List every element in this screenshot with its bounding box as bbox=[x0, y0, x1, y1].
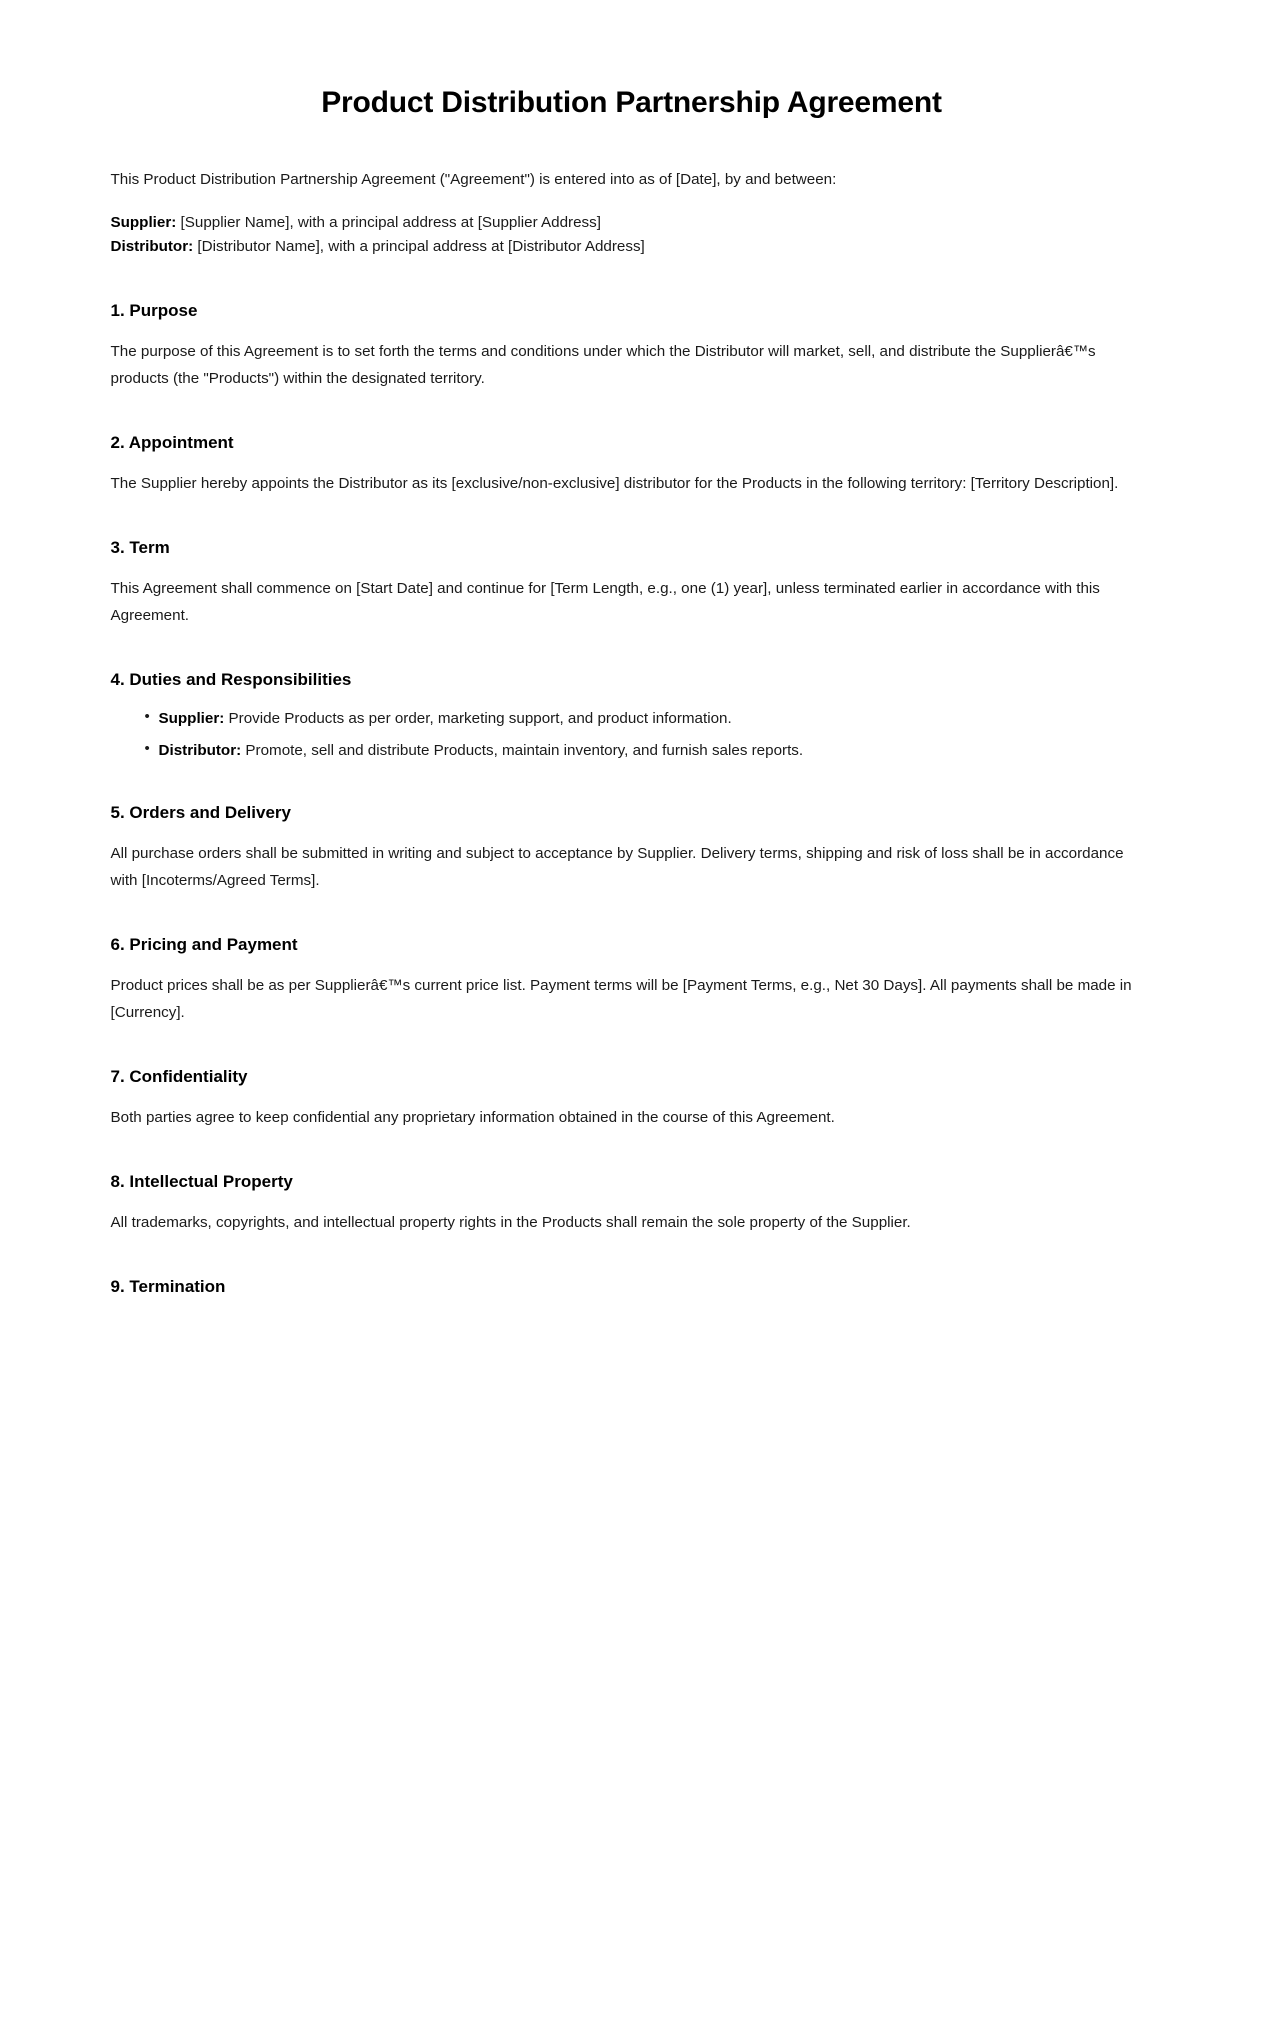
section-body-pricing: Product prices shall be as per Supplierâ€™s current price list. Payment terms will be [Payment Terms, e.g., Net 30 Days]. All payments shall be made in [Currency]. bbox=[110, 976, 1132, 1021]
section-heading-pricing: 6. Pricing and Payment bbox=[110, 934, 298, 954]
page-trailing-whitespace bbox=[111, 1314, 1153, 1954]
list-item bbox=[145, 739, 1153, 762]
duties-item-label: Distributor: bbox=[158, 741, 242, 759]
section-heading-duties: 4. Duties and Responsibilities bbox=[110, 670, 352, 690]
parties-block bbox=[111, 211, 1153, 260]
intro-paragraph: This Product Distribution Partnership Agreement ("Agreement") is entered into as of [Date], by and between: bbox=[110, 170, 837, 188]
document-content bbox=[111, 0, 1153, 1954]
duties-item-text: Provide Products as per order, marketing support, and product information. bbox=[224, 710, 732, 728]
section-heading-purpose: 1. Purpose bbox=[110, 300, 198, 320]
section-heading-termination: 9. Termination bbox=[110, 1277, 226, 1297]
section-body-purpose: The purpose of this Agreement is to set forth the terms and conditions under which the Distributor will market, sell, and distribute the Supplierâ€™s products (the "Products") within the designated territory. bbox=[110, 342, 1096, 387]
list-item bbox=[145, 707, 1153, 730]
distributor-value: [Distributor Name], with a principal address at [Distributor Address] bbox=[193, 238, 645, 256]
supplier-value: [Supplier Name], with a principal address at [Supplier Address] bbox=[176, 213, 601, 231]
duties-item-label: Supplier: bbox=[158, 710, 225, 728]
section-body-orders: All purchase orders shall be submitted in writing and subject to acceptance by Supplier. Delivery terms, shipping and risk of loss shall be in accordance with [Incoterms/Agreed Terms]. bbox=[110, 844, 1124, 889]
section-body-appointment: The Supplier hereby appoints the Distributor as its [exclusive/non-exclusive] distributor for the Products in the following territory: [Territory Description]. bbox=[110, 475, 1119, 493]
section-heading-term: 3. Term bbox=[110, 538, 170, 558]
distributor-label: Distributor: bbox=[110, 238, 194, 256]
section-heading-confidentiality: 7. Confidentiality bbox=[110, 1066, 248, 1086]
section-body-confidentiality: Both parties agree to keep confidential any proprietary information obtained in the course of this Agreement. bbox=[110, 1109, 835, 1127]
duties-item-text: Promote, sell and distribute Products, maintain inventory, and furnish sales reports. bbox=[241, 741, 804, 759]
distributor-line bbox=[111, 235, 1153, 260]
section-body-term: This Agreement shall commence on [Start Date] and continue for [Term Length, e.g., one (1) year], unless terminated earlier in accordance with this Agreement. bbox=[110, 580, 1100, 625]
section-heading-intellectual-property: 8. Intellectual Property bbox=[110, 1172, 293, 1192]
section-heading-appointment: 2. Appointment bbox=[110, 432, 234, 452]
page-title: Product Distribution Partnership Agreement bbox=[321, 86, 942, 119]
section-heading-orders: 5. Orders and Delivery bbox=[110, 802, 291, 822]
section-body-intellectual-property: All trademarks, copyrights, and intellectual property rights in the Products shall remain the sole property of the Supplier. bbox=[110, 1214, 911, 1232]
supplier-label: Supplier: bbox=[110, 213, 177, 231]
duties-list bbox=[111, 707, 1153, 761]
supplier-line bbox=[111, 211, 1153, 236]
